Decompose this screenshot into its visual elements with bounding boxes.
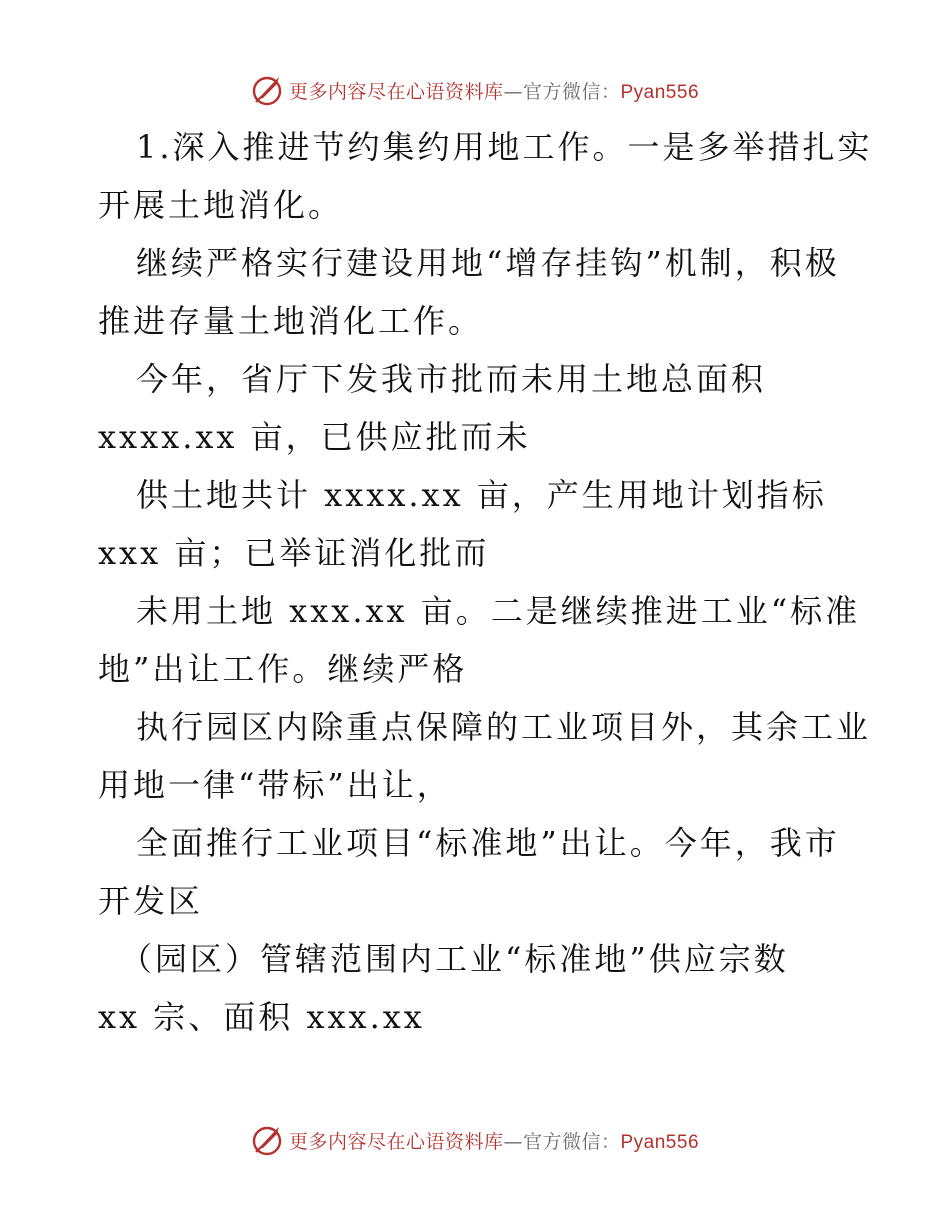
footer-watermark-banner — [0, 1120, 950, 1160]
text-line-1: 1.深入推进节约集约用地工作。一是多举措扎实 — [136, 128, 873, 166]
text-line-4: 推进存量土地消化工作。 — [98, 302, 484, 340]
text-line-14: 开发区 — [98, 882, 204, 920]
text-line-10: 地”出让工作。继续严格 — [98, 650, 468, 688]
header-watermark-banner — [0, 70, 950, 110]
watermark-text — [289, 77, 699, 104]
document-body — [98, 118, 873, 1046]
watermark-wechat-id: Pyan556 — [620, 1131, 700, 1153]
watermark-wechat-label: 官方微信： — [522, 80, 621, 103]
text-line-16: xx 宗、面积 xxx.xx — [98, 998, 425, 1036]
quill-seal-logo-icon — [251, 1123, 285, 1157]
watermark-wechat-label: 官方微信： — [522, 1130, 621, 1153]
watermark-site-name: 更多内容尽在心语资料库 — [288, 80, 504, 103]
quill-seal-logo-icon — [251, 73, 285, 107]
text-line-6: xxxx.xx 亩，已供应批而未 — [98, 418, 531, 456]
text-line-3: 继续严格实行建设用地“增存挂钩”机制，积极 — [136, 244, 840, 282]
text-line-13: 全面推行工业项目“标准地”出让。今年，我市 — [136, 824, 840, 862]
text-line-11: 执行园区内除重点保障的工业项目外，其余工业 — [136, 708, 872, 746]
watermark-wechat-id: Pyan556 — [620, 81, 700, 103]
text-line-9: 未用土地 xxx.xx 亩。二是继续推进工业“标准 — [136, 592, 861, 630]
text-line-8: xxx 亩；已举证消化批而 — [98, 534, 490, 572]
watermark-site-name: 更多内容尽在心语资料库 — [288, 1130, 504, 1153]
text-line-15: （园区）管辖范围内工业“标准地”供应宗数 — [120, 940, 789, 978]
text-line-12: 用地一律“带标”出让， — [98, 766, 452, 804]
text-line-5: 今年，省厅下发我市批而未用土地总面积 — [136, 360, 767, 398]
text-line-2: 开展土地消化。 — [98, 186, 344, 224]
text-line-7: 供土地共计 xxxx.xx 亩，产生用地计划指标 — [136, 476, 827, 514]
watermark-text — [289, 1127, 699, 1154]
watermark-separator: — — [503, 1130, 523, 1153]
watermark-separator: — — [503, 80, 523, 103]
